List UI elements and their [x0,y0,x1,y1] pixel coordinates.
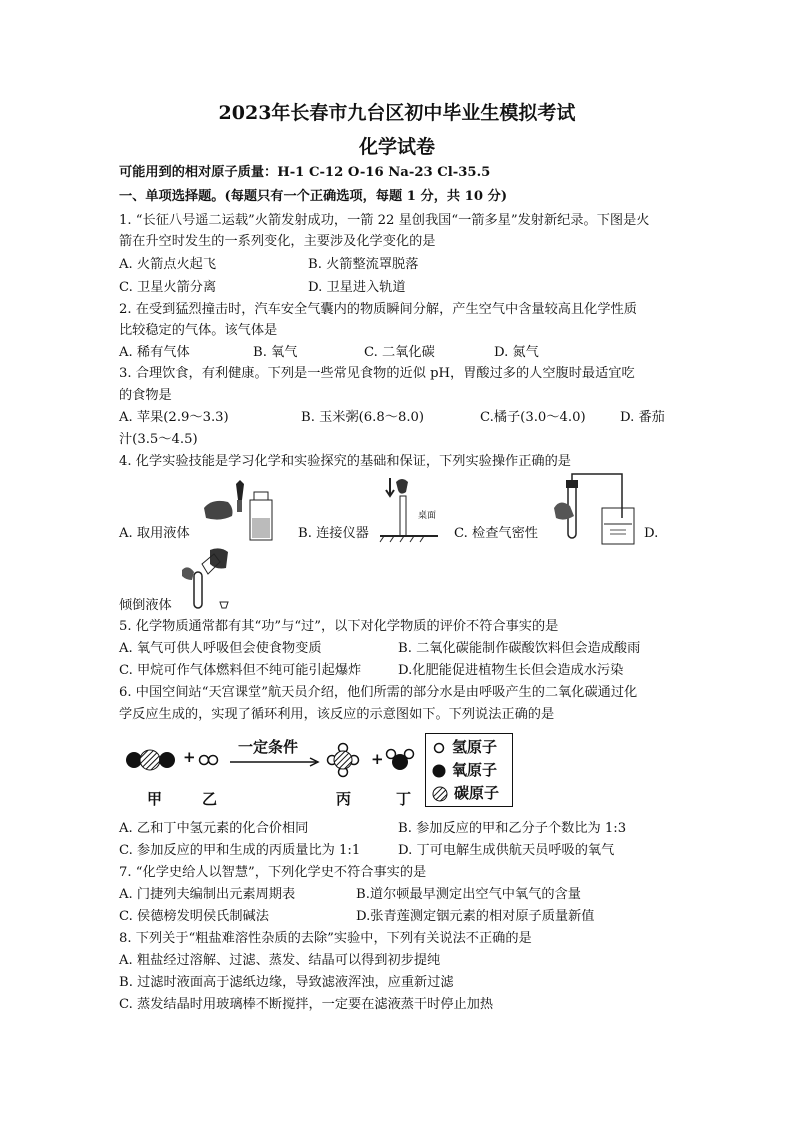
q2-option-d: D. 氮气 [494,345,539,360]
q7-option-a: A. 门捷列夫编制出元素周期表 [119,887,296,902]
q2-stem-line2: 比较稳定的气体。该气体是 [119,323,278,338]
q3-option-d-cont: 汁(3.5～4.5) [119,432,198,447]
q3-stem-line2: 的食物是 [119,388,172,403]
q3-option-d: D. 番茄 [620,410,665,425]
q3-stem-line1: 3. 合理饮食，有利健康。下列是一些常见食物的近似 pH，胃酸过多的人空腹时最适宜吃 [119,366,635,381]
exam-title: 2023年长春市九台区初中毕业生模拟考试 [218,102,576,124]
q1-option-d: D. 卫星进入轨道 [308,280,406,295]
label-jia: 甲 [147,790,163,808]
plus-sign-2: + [371,750,384,768]
q4-stem: 4. 化学实验技能是学习化学和实验探究的基础和保证，下列实验操作正确的是 [119,454,571,469]
figure-take-liquid [198,478,278,544]
legend-hydrogen-label: 氢原子 [452,738,498,756]
q7-option-d: D.张青莲测定铟元素的相对原子质量新值 [356,909,595,924]
reaction-arrow [230,758,318,766]
label-ding: 丁 [396,790,412,808]
q4-option-b: B. 连接仪器 [298,526,369,541]
molecule-yi [200,756,218,765]
molecule-jia [126,750,175,770]
q6-stem-line1: 6. 中国空间站“天宫课堂”航天员介绍，他们所需的部分水是由呼吸产生的二氧化碳通过化 [119,685,638,700]
q3-option-c: C.橘子(3.0～4.0) [480,410,586,425]
q5-option-b: B. 二氧化碳能制作碳酸饮料但会造成酸雨 [398,641,641,656]
legend-oxygen-label: 氧原子 [452,761,498,779]
legend-carbon-label: 碳原子 [454,784,500,802]
desk-label: 桌面 [418,511,437,521]
legend-hydrogen [432,736,497,757]
q4-option-a: A. 取用液体 [119,526,190,541]
q2-stem-line1: 2. 在受到猛烈撞击时，汽车安全气囊内的物质瞬间分解，产生空气中含量较高且化学性质 [119,302,637,317]
oxygen-atom-icon [432,764,446,778]
q7-option-c: C. 侯德榜发明侯氏制碱法 [119,909,269,924]
molecule-ding [387,750,414,771]
q6-stem-line2: 学反应生成的，实现了循环利用，该反应的示意图如下。下列说法正确的是 [119,707,555,722]
plus-sign-1: + [183,748,196,766]
q1-stem-line2: 箭在升空时发生的一系列变化，主要涉及化学变化的是 [119,234,436,249]
q4-option-c: C. 检查气密性 [454,526,538,541]
q4-option-d-cont: 倾倒液体 [119,598,172,613]
legend-carbon [432,782,499,803]
q2-option-a: A. 稀有气体 [119,345,190,360]
q8-option-b: B. 过滤时液面高于滤纸边缘，导致滤液浑浊，应重新过滤 [119,975,454,990]
atom-legend [425,733,513,807]
q5-option-a: A. 氧气可供人呼吸但会使食物变质 [119,641,322,656]
q7-option-b: B.道尔顿最早测定出空气中氧气的含量 [356,887,581,902]
q8-option-c: C. 蒸发结晶时用玻璃棒不断搅拌，一定要在滤液蒸干时停止加热 [119,997,494,1012]
exam-subtitle: 化学试卷 [358,136,435,158]
q2-option-c: C. 二氧化碳 [364,345,435,360]
q5-stem: 5. 化学物质通常都有其“功”与“过”，以下对化学物质的评价不符合事实的是 [119,619,559,634]
legend-oxygen [432,759,497,780]
q6-option-a: A. 乙和丁中氢元素的化合价相同 [119,821,309,836]
figure-airtightness-check [540,472,640,548]
q6-option-d: D. 丁可电解生成供航天员呼吸的氧气 [398,843,615,858]
carbon-atom-icon [432,786,448,802]
q8-option-a: A. 粗盐经过溶解、过滤、蒸发、结晶可以得到初步提纯 [119,953,441,968]
molecule-bing [328,744,359,777]
q3-option-a: A. 苹果(2.9～3.3) [119,410,229,425]
q6-option-c: C. 参加反应的甲和生成的丙质量比为 1:1 [119,843,361,858]
q3-option-b: B. 玉米粥(6.8～8.0) [301,410,425,425]
q1-option-b: B. 火箭整流罩脱落 [308,257,419,272]
q1-option-c: C. 卫星火箭分离 [119,280,217,295]
q5-option-c: C. 甲烷可作气体燃料但不纯可能引起爆炸 [119,663,362,678]
q7-stem: 7. “化学史给人以智慧”，下列化学史不符合事实的是 [119,865,427,880]
q8-stem: 8. 下列关于“粗盐难溶性杂质的去除”实验中，下列有关说法不正确的是 [119,931,532,946]
hydrogen-atom-icon [432,741,446,755]
atomic-masses: 可能用到的相对原子质量：H-1 C-12 O-16 Na-23 Cl-35.5 [119,165,491,180]
label-bing: 丙 [336,790,352,808]
section-heading: 一、单项选择题。(每题只有一个正确选项，每题 1 分，共 10 分) [119,189,508,204]
q6-option-b: B. 参加反应的甲和乙分子个数比为 1:3 [398,821,627,836]
q4-option-d: D. [644,526,659,541]
label-yi: 乙 [202,790,218,808]
q2-option-b: B. 氧气 [253,345,298,360]
q1-stem-line1: 1. “长征八号遥二运载”火箭发射成功，一箭 22 星创我国“一箭多星”发射新纪录。下图是火 [119,213,650,228]
reaction-condition: 一定条件 [238,738,299,756]
q5-option-d: D.化肥能促进植物生长但会造成水污染 [398,663,624,678]
figure-pour-liquid [180,546,244,612]
q1-option-a: A. 火箭点火起飞 [119,257,217,272]
